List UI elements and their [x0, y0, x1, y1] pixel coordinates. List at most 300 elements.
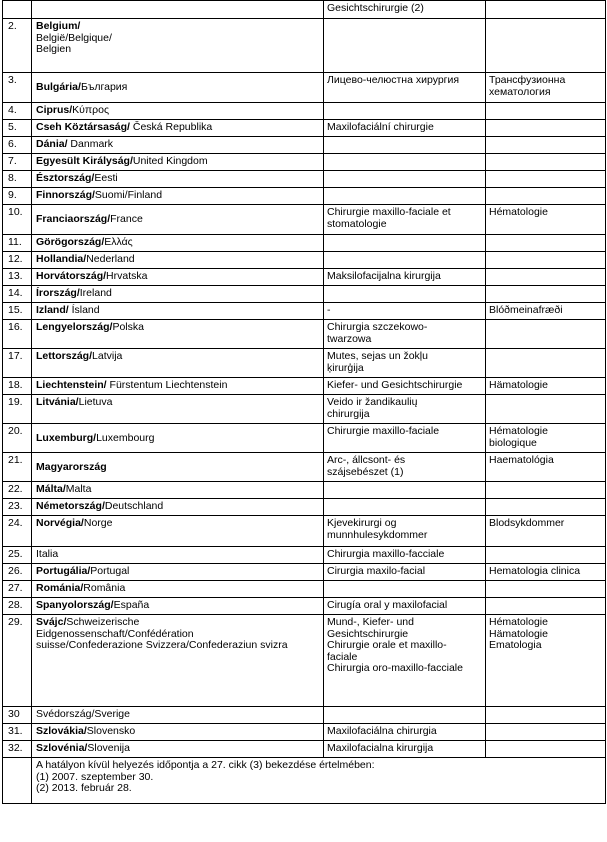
country-cell [32, 188, 324, 205]
row-number: 31. [8, 725, 23, 737]
country-name-hungarian: Liechtenstein/ [36, 379, 107, 391]
specialty-cell [324, 378, 486, 395]
specialty-cell [324, 453, 486, 482]
row-number: 21. [8, 454, 23, 466]
specialty-line: ķirurģija [327, 361, 364, 374]
country-cell [32, 1, 324, 19]
specialty-line: Chirurgie maxillo-faciale et [327, 206, 451, 218]
country-cell [32, 349, 324, 378]
country-name-hungarian: Luxemburg/ [36, 431, 97, 444]
country-cell [32, 499, 324, 516]
country-cell [32, 615, 324, 707]
specialty-line: Chirurgia oro-maxillo-facciale [327, 662, 463, 674]
row-number: 19. [8, 396, 23, 408]
row-number-cell [3, 73, 32, 103]
row-number-cell [3, 581, 32, 598]
country-name-hungarian: Finnország/ [36, 189, 95, 201]
country-cell [32, 598, 324, 615]
specialty-line: Chirurgie orale et maxillo- [327, 639, 447, 651]
country-name-native: România [83, 582, 126, 594]
hematology-cell [486, 252, 606, 269]
row-number: 2. [8, 20, 17, 32]
country-name-native: Lietuva [78, 396, 113, 408]
row-number-cell [3, 547, 32, 564]
country-name-native: France [110, 213, 143, 226]
country-line [36, 214, 320, 226]
specialty-cell [324, 547, 486, 564]
country-name-native: Česká Republika [129, 121, 213, 133]
row-number-cell [3, 741, 32, 758]
specialty-cell [324, 154, 486, 171]
table-row [3, 154, 606, 171]
table-row [3, 598, 606, 615]
hematology-cell [486, 615, 606, 707]
country-line [36, 82, 320, 94]
table-row [3, 235, 606, 252]
row-number-cell [3, 286, 32, 303]
hematology-cell [486, 205, 606, 235]
table-row [3, 547, 606, 564]
country-cell [32, 395, 324, 424]
country-line [36, 21, 320, 33]
specialty-cell [324, 171, 486, 188]
country-name-native: Ísland [68, 304, 100, 316]
row-number-cell [3, 137, 32, 154]
footnote-line: (2) 2013. február 28. [36, 782, 132, 794]
specialty-line: Chirurgia szczekowo- [327, 321, 428, 333]
country-line [36, 254, 320, 266]
country-line [36, 726, 320, 738]
country-name-native: Suomi/Finland [94, 189, 163, 201]
table-row [3, 395, 606, 424]
country-name-native: Eesti [94, 172, 118, 184]
country-name-native: Fürstentum Liechtenstein [106, 379, 228, 391]
country-name-hungarian: Svájc/ [36, 616, 67, 628]
hematology-cell [486, 171, 606, 188]
country-cell [32, 378, 324, 395]
country-line [36, 322, 320, 334]
table-row [3, 269, 606, 286]
footnote-row [3, 758, 606, 804]
specialty-cell [324, 516, 486, 547]
row-number: 14. [8, 287, 23, 299]
specialty-line: Maksilofacijalna kirurgija [327, 270, 441, 282]
country-name-hungarian: Észtország/ [36, 172, 95, 184]
country-cell [32, 707, 324, 724]
country-name-native: Luxembourg [96, 431, 155, 444]
specialty-line: Chirurgia maxillo-facciale [327, 548, 445, 560]
hematology-line: Трансфузионна [489, 74, 566, 86]
row-number: 22. [8, 483, 23, 495]
country-cell [32, 453, 324, 482]
country-name-hungarian: Szlovákia/ [36, 725, 87, 737]
country-name-native: Nederland [86, 253, 135, 265]
country-line [36, 271, 320, 283]
table-row [3, 19, 606, 73]
specialty-line: Veido ir žandikaulių [327, 396, 418, 408]
row-number: 27. [8, 582, 23, 594]
specialty-line: faciale [327, 650, 358, 663]
specialty-line: twarzowa [327, 332, 372, 345]
specialty-cell [324, 615, 486, 707]
specialty-cell [324, 499, 486, 516]
row-number-cell [3, 499, 32, 516]
country-line [36, 433, 320, 445]
hematology-cell [486, 378, 606, 395]
hematology-cell [486, 120, 606, 137]
country-line [36, 617, 320, 629]
specialty-line: Maxilofaciální chirurgie [327, 121, 434, 133]
hematology-cell [486, 1, 606, 19]
row-number: 11. [8, 236, 22, 248]
hematology-line: Blodsykdommer [489, 517, 565, 529]
footnote-cell [32, 758, 606, 804]
specialty-line: Cirugía oral y maxilofacial [327, 599, 448, 611]
specialty-cell [324, 349, 486, 378]
country-name-hungarian: Norvégia/ [36, 517, 84, 529]
table-row [3, 303, 606, 320]
specialty-cell [324, 320, 486, 349]
specialty-cell [324, 103, 486, 120]
country-line [36, 501, 320, 513]
country-line: Belgien [36, 43, 72, 55]
country-cell [32, 516, 324, 547]
country-line [36, 462, 320, 474]
row-number-cell [3, 349, 32, 378]
country-cell [32, 252, 324, 269]
country-name-hungarian: Lengyelország/ [36, 321, 113, 333]
row-number: 12. [8, 253, 23, 265]
hematology-cell [486, 320, 606, 349]
country-cell [32, 547, 324, 564]
country-cell [32, 103, 324, 120]
specialty-line: stomatologie [327, 217, 387, 230]
country-line [36, 139, 320, 151]
specialty-line: chirurgija [327, 407, 370, 420]
row-number-cell [3, 453, 32, 482]
country-name-hungarian: Málta/ [36, 483, 66, 495]
country-name-hungarian: Litvánia/ [36, 396, 79, 408]
specialty-cell [324, 120, 486, 137]
row-number-cell [3, 171, 32, 188]
country-name-native: България [80, 81, 128, 94]
country-cell [32, 269, 324, 286]
country-line [36, 105, 320, 117]
row-number: 4. [8, 104, 17, 116]
row-number: 29. [8, 616, 23, 628]
row-number: 26. [8, 565, 23, 577]
table-row [3, 188, 606, 205]
hematology-line: Hématologie [489, 425, 548, 437]
country-cell [32, 564, 324, 581]
specialty-cell [324, 741, 486, 758]
hematology-cell [486, 482, 606, 499]
row-number-cell [3, 19, 32, 73]
table-row [3, 615, 606, 707]
specialty-cell [324, 235, 486, 252]
country-name-hungarian: Magyarország [36, 460, 107, 473]
country-name-native: Portugal [90, 565, 130, 577]
country-name-hungarian: Hollandia/ [36, 253, 87, 265]
table-row [3, 482, 606, 499]
row-number: 3. [8, 74, 17, 86]
row-number: 8. [8, 172, 17, 184]
footnote-spacer-cell [3, 758, 32, 804]
row-number: 17. [8, 350, 23, 362]
hematology-cell [486, 724, 606, 741]
country-line [36, 518, 320, 530]
row-number: 7. [8, 155, 17, 167]
country-name-hungarian: Görögország/ [36, 236, 105, 248]
table-row [3, 424, 606, 453]
row-number: 9. [8, 189, 17, 201]
country-name-native: Deutschland [104, 500, 164, 512]
specialty-cell [324, 73, 486, 103]
row-number-cell [3, 424, 32, 453]
table-row [3, 137, 606, 154]
hematology-line: хематология [489, 85, 551, 98]
country-name-native: Italia [36, 548, 59, 560]
country-cell [32, 154, 324, 171]
country-line [36, 288, 320, 300]
specialty-line: Maxilofacialna kirurgija [327, 742, 434, 754]
country-line [36, 566, 320, 578]
country-line [36, 351, 320, 363]
row-number-cell [3, 120, 32, 137]
country-cell [32, 120, 324, 137]
table-row [3, 205, 606, 235]
specialty-cell [324, 724, 486, 741]
country-name-hungarian: Lettország/ [36, 350, 93, 362]
country-name-native: Slovenija [87, 742, 130, 754]
country-name-native: Schweizerische [66, 616, 140, 628]
country-cell [32, 137, 324, 154]
country-cell [32, 741, 324, 758]
country-cell [32, 205, 324, 235]
table-body [3, 1, 606, 804]
hematology-cell [486, 188, 606, 205]
hematology-cell [486, 286, 606, 303]
table-row-top [3, 1, 606, 19]
table-row [3, 349, 606, 378]
specialty-line: szájsebészet (1) [327, 465, 404, 478]
table-row [3, 378, 606, 395]
hematology-cell [486, 598, 606, 615]
hematology-cell [486, 269, 606, 286]
footnote-line: A hatályon kívül helyezés időpontja a 27. cikk (3) bekezdése értelmében: [36, 759, 375, 771]
row-number-cell [3, 235, 32, 252]
row-number: 20. [8, 425, 23, 437]
country-line [36, 237, 320, 249]
country-line [36, 156, 320, 168]
row-number-cell [3, 103, 32, 120]
specialty-line: Mutes, sejas un žokļu [327, 350, 428, 362]
country-cell [32, 286, 324, 303]
row-number: 23. [8, 500, 23, 512]
specialty-line: Gesichtschirurgie [327, 627, 409, 640]
country-line: België/Belgique/ [36, 31, 112, 44]
row-number-cell [3, 707, 32, 724]
country-name-hungarian: Ciprus/ [36, 104, 73, 116]
country-name-hungarian: Szlovénia/ [36, 742, 88, 754]
country-name-hungarian: Portugália/ [36, 565, 91, 577]
country-cell [32, 724, 324, 741]
country-name-native: Norge [83, 517, 113, 529]
hematology-line: Blóðmeinafræði [489, 304, 563, 316]
country-cell [32, 581, 324, 598]
country-name-hungarian: Egyesült Királyság/ [36, 155, 133, 167]
specialty-cell [324, 205, 486, 235]
specialty-cell: Gesichtschirurgie (2) [324, 1, 486, 19]
row-number: 10. [8, 206, 23, 218]
hematology-cell [486, 103, 606, 120]
specialty-line: Cirurgia maxilo-facial [327, 565, 426, 577]
specialty-line: Mund-, Kiefer- und [327, 616, 414, 628]
row-number: 5. [8, 121, 17, 133]
row-number-cell [3, 564, 32, 581]
country-name-hungarian: Dánia/ [36, 138, 68, 150]
hematology-cell [486, 395, 606, 424]
country-line [36, 709, 320, 721]
hematology-cell [486, 547, 606, 564]
table-row [3, 103, 606, 120]
country-line [36, 173, 320, 185]
country-line [36, 484, 320, 496]
hematology-cell [486, 424, 606, 453]
country-line [36, 583, 320, 595]
row-number: 13. [8, 270, 23, 282]
row-number: 6. [8, 138, 17, 150]
hematology-cell [486, 19, 606, 73]
specialty-cell [324, 707, 486, 724]
row-number: 16. [8, 321, 23, 333]
country-name-hungarian: Franciaország/ [36, 213, 111, 226]
specialty-line: munnhulesykdommer [327, 528, 428, 541]
country-line [36, 549, 320, 561]
row-number: 30 [8, 708, 20, 720]
hematology-line: Hämatologie [489, 379, 548, 391]
country-name-native: Ireland [79, 287, 112, 299]
table-row [3, 252, 606, 269]
row-number-cell [3, 154, 32, 171]
specialty-line: Kiefer- und Gesichtschirurgie [327, 379, 463, 391]
specialty-cell [324, 137, 486, 154]
country-name-hungarian: Bulgária/ [36, 81, 81, 94]
hematology-line: Hematologia clinica [489, 565, 581, 577]
row-number-cell [3, 303, 32, 320]
specialty-table [2, 0, 606, 804]
table-row [3, 741, 606, 758]
hematology-cell [486, 564, 606, 581]
country-name-native: Polska [112, 321, 144, 333]
row-number: 25. [8, 548, 23, 560]
specialty-cell [324, 564, 486, 581]
specialty-line: Maxilofaciálna chirurgia [327, 725, 437, 737]
hematology-cell [486, 741, 606, 758]
country-cell [32, 171, 324, 188]
row-number-cell [3, 188, 32, 205]
row-number-cell [3, 269, 32, 286]
specialty-line: - [327, 304, 331, 316]
hematology-cell [486, 137, 606, 154]
country-name-native: Latvija [92, 350, 123, 362]
row-number-cell [3, 724, 32, 741]
hematology-cell [486, 581, 606, 598]
row-number-cell [3, 320, 32, 349]
country-name-hungarian: Spanyolország/ [36, 599, 114, 611]
country-cell [32, 73, 324, 103]
country-name-hungarian: Belgium/ [36, 20, 81, 32]
footnote-line: (1) 2007. szeptember 30. [36, 770, 154, 783]
country-name-native: Hrvatska [106, 270, 148, 282]
hematology-line: Hématologie [489, 616, 548, 628]
country-name-native: United Kingdom [132, 155, 208, 167]
hematology-cell [486, 73, 606, 103]
specialty-cell [324, 269, 486, 286]
hematology-line: biologique [489, 436, 537, 449]
specialty-cell [324, 19, 486, 73]
specialty-cell [324, 395, 486, 424]
table-row [3, 286, 606, 303]
table-row [3, 73, 606, 103]
country-line [36, 190, 320, 202]
country-name-native: Svédország/Sverige [36, 708, 130, 720]
hematology-line: Hämatologie [489, 627, 548, 640]
row-number-cell [3, 252, 32, 269]
specialty-cell [324, 286, 486, 303]
row-number: 18. [8, 379, 23, 391]
row-number-cell [3, 395, 32, 424]
country-cell [32, 19, 324, 73]
country-name-hungarian: Írország/ [36, 287, 80, 299]
hematology-cell [486, 516, 606, 547]
table-row [3, 724, 606, 741]
row-number-cell [3, 1, 32, 19]
hematology-cell [486, 349, 606, 378]
table-row [3, 516, 606, 547]
specialty-cell [324, 598, 486, 615]
table-row [3, 499, 606, 516]
country-name-native: Slovensko [86, 725, 136, 737]
specialty-line: Лицево-челюстна хирургия [327, 74, 460, 86]
country-name-native: España [113, 599, 150, 611]
table-row [3, 171, 606, 188]
country-line [36, 397, 320, 409]
table-row [3, 320, 606, 349]
specialty-cell [324, 424, 486, 453]
row-number: 32. [8, 742, 23, 754]
row-number-cell [3, 516, 32, 547]
country-line: Eidgenossenschaft/Confédération [36, 627, 194, 640]
specialty-line: Arc-, állcsont- és [327, 454, 406, 466]
row-number: 15. [8, 304, 23, 316]
hematology-cell [486, 707, 606, 724]
hematology-line: Haematológia [489, 454, 554, 466]
country-name-native: Malta [65, 483, 92, 495]
country-name-hungarian: Németország/ [36, 500, 105, 512]
table-row [3, 707, 606, 724]
country-name-hungarian: Cseh Köztársaság/ [36, 121, 130, 133]
hematology-cell [486, 235, 606, 252]
hematology-cell [486, 453, 606, 482]
row-number: 24. [8, 517, 23, 529]
row-number-cell [3, 615, 32, 707]
country-line [36, 122, 320, 134]
specialty-cell [324, 482, 486, 499]
hematology-cell [486, 303, 606, 320]
country-name-hungarian: Románia/ [36, 582, 84, 594]
specialty-line: Chirurgie maxillo-faciale [327, 425, 440, 437]
